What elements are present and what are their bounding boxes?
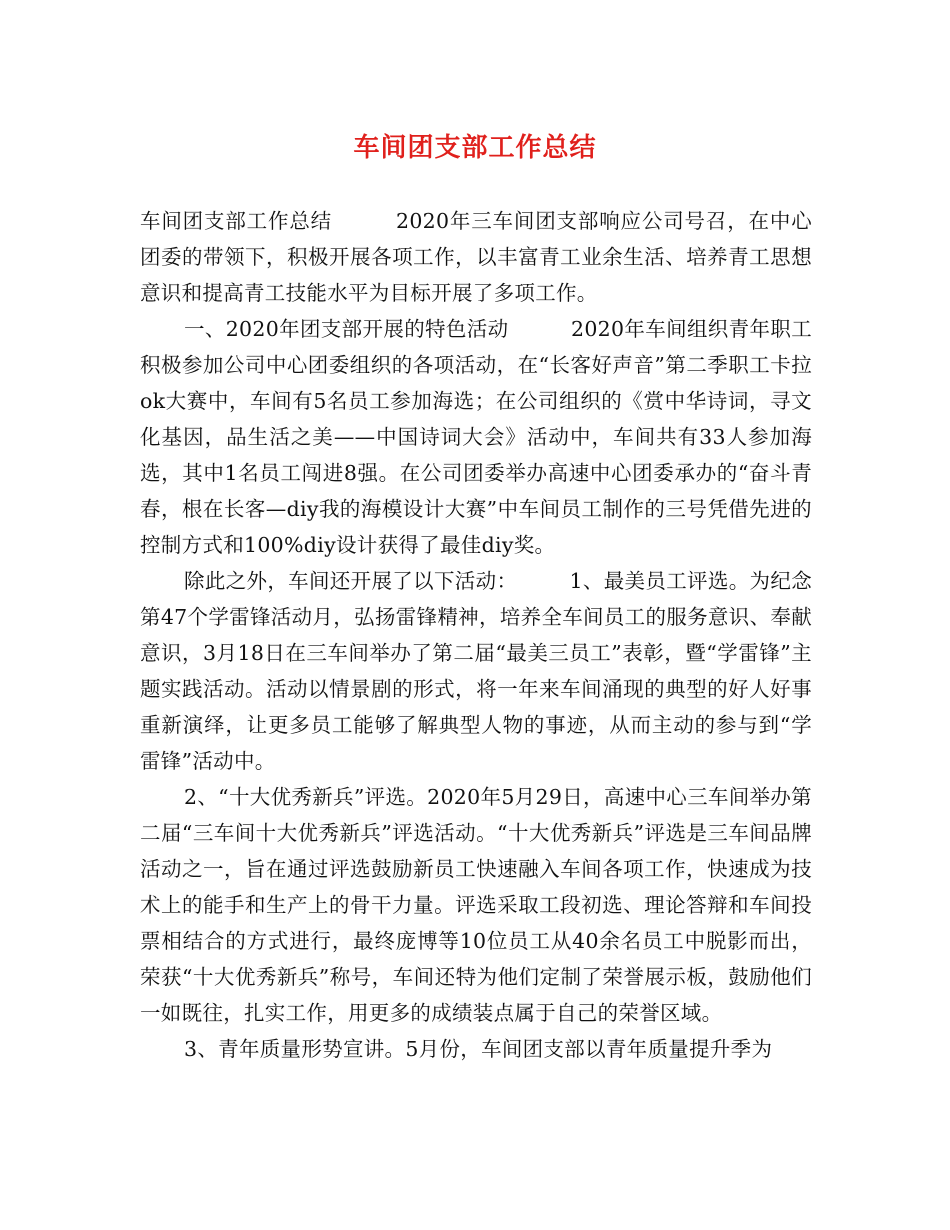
paragraph-intro: 车间团支部工作总结 2020年三车间团支部响应公司号召，在中心团委的带领下，积极开展各项工作，以丰富青工业余生活、培养青工思想意识和提高青工技能水平为目标开展了多项工作。 bbox=[140, 209, 812, 305]
paragraph-section-1: 一、2020年团支部开展的特色活动 2020年车间组织青年职工积极参加公司中心团委组织的各项活动，在“长客好声音”第二季职工卡拉ok大赛中，车间有5名员工参加海选；在公司组织的《赏中华诗词，寻文化基因，品生活之美——中国诗词大会》活动中，车间共有33人参加海选，其中1名员工闯进8强。在公司团委举办高速中心团委承办的“奋斗青春，根在长客—diy我的海模设计大赛”中车间员工制作的三号凭借先进的控制方式和100%diy设计获得了最佳diy奖。 bbox=[140, 317, 812, 557]
paragraph-activity-1: 除此之外，车间还开展了以下活动： 1、最美员工评选。为纪念第47个学雷锋活动月，弘扬雷锋精神，培养全车间员工的服务意识、奉献意识，3月18日在三车间举办了第二届“最美三员工”表彰，暨“学雷锋”主题实践活动。活动以情景剧的形式，将一年来车间涌现的典型的好人好事重新演绎，让更多员工能够了解典型人物的事迹，从而主动的参与到“学雷锋”活动中。 bbox=[140, 569, 812, 773]
paragraph-activity-3: 3、青年质量形势宣讲。5月份，车间团支部以青年质量提升季为 bbox=[184, 1037, 773, 1061]
paragraph-activity-2: 2、“十大优秀新兵”评选。2020年5月29日，高速中心三车间举办第二届“三车间十大优秀新兵”评选活动。“十大优秀新兵”评选是三车间品牌活动之一，旨在通过评选鼓励新员工快速融入车间各项工作，快速成为技术上的能手和生产上的骨干力量。评选采取工段初选、理论答辩和车间投票相结合的方式进行，最终庞博等10位员工从40余名员工中脱影而出，荣获“十大优秀新兵”称号，车间还特为他们定制了荣誉展示板，鼓励他们一如既往，扎实工作，用更多的成绩装点属于自己的荣誉区域。 bbox=[140, 785, 812, 1025]
document-title: 车间团支部工作总结 bbox=[353, 133, 597, 163]
document-body bbox=[140, 203, 812, 1067]
